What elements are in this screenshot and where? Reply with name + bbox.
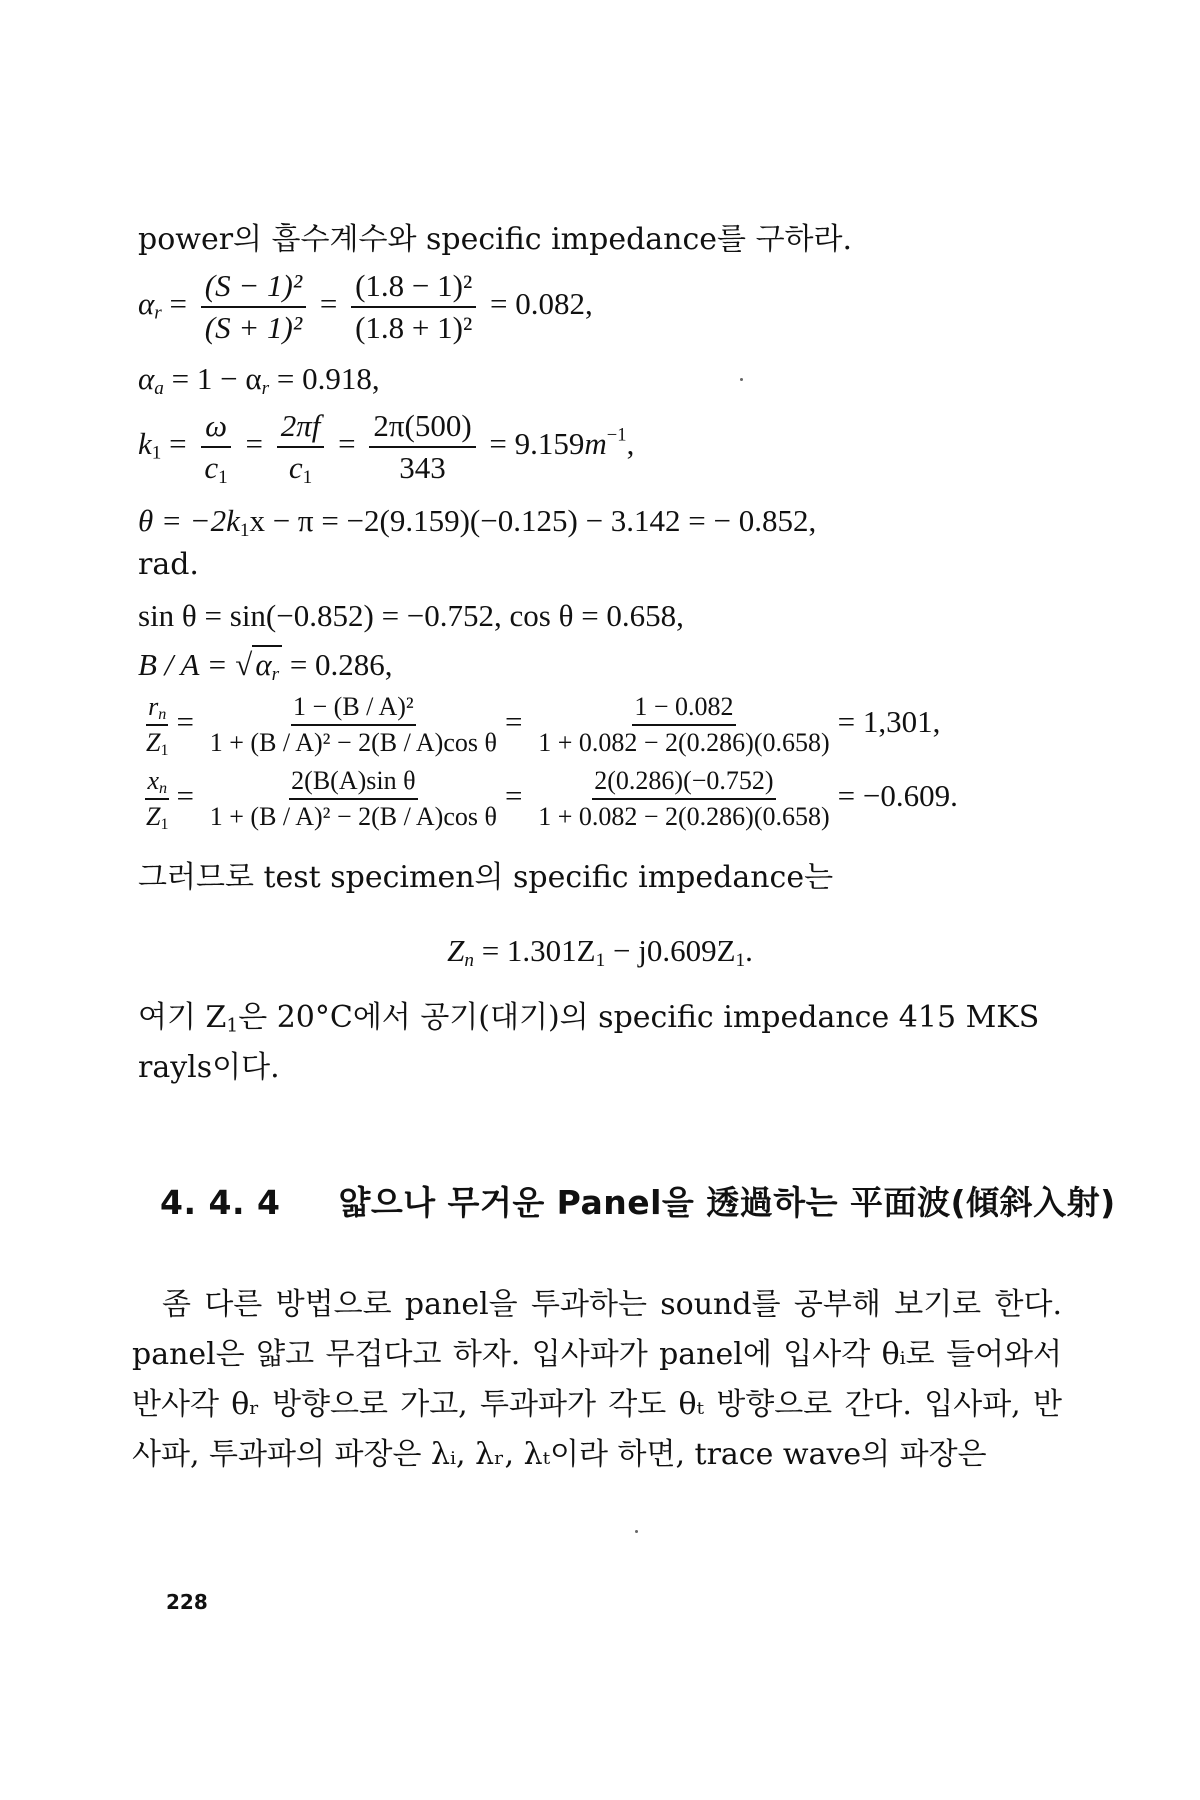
eq7-lhs-num: r <box>148 692 159 721</box>
eq3-unit-sup: −1 <box>606 424 627 446</box>
eq9-sub3: 1 <box>735 949 746 971</box>
note-line-1-b: 은 20°C에서 공기(대기)의 specific impedance 415 MKS <box>238 1000 1040 1035</box>
eq6-radicand <box>252 645 282 685</box>
speck-dot <box>635 1530 638 1533</box>
eq4-lhs-sub: 1 <box>239 519 250 541</box>
eq1-fraction-1 <box>201 268 306 345</box>
eq8-fraction-1 <box>208 766 499 832</box>
eq8-lhs-num-sub: n <box>159 780 168 798</box>
section-number: 4. 4. 4 <box>160 1183 281 1222</box>
eq8-f1-num: 2(B(A)sin θ <box>289 766 417 800</box>
eq6-sqrt: α <box>255 647 272 682</box>
eq6-result: = 0.286, <box>282 647 393 682</box>
equation-b-over-a <box>138 646 393 683</box>
body-paragraph: 좀 다른 방법으로 panel을 투과하는 sound를 공부해 보기로 한다. panel은 얇고 무겁다고 하자. 입사파가 panel에 입사각 θᵢ로 들어와서 반사각 θᵣ 방향으로 가고, 투과파가 각도 θₜ 방향으로 간다. 입사파, 반사파, 투과파의 파장은 λᵢ, λᵣ, λₜ이라 하면, trace wave의 파장은 <box>132 1287 1062 1472</box>
rad-text: rad. <box>138 547 199 582</box>
eq3-f1-den: c <box>204 449 219 485</box>
equation-theta <box>138 502 816 539</box>
eq3-fraction-3 <box>369 408 475 485</box>
eq4-rhs: x − π = −2(9.159)(−0.125) − 3.142 = − 0.852, <box>249 503 817 538</box>
eq3-f3-num: 2π(500) <box>369 408 475 448</box>
eq7-result: = 1,301, <box>837 704 941 739</box>
eq3-f1-den-sub: 1 <box>218 466 228 488</box>
eq8-lhs-den: Z <box>146 801 161 831</box>
eq1-result: = 0.082, <box>490 285 593 321</box>
eq3-f2-den-sub: 1 <box>302 466 313 488</box>
page-number: 228 <box>166 1590 208 1614</box>
eq1-f1-num: (S − 1)² <box>201 268 306 308</box>
eq3-result: = 9.159 <box>489 425 585 461</box>
eq2-result: = 0.918, <box>276 361 380 396</box>
eq1-f1-den: (S + 1)² <box>204 309 303 345</box>
eq3-lhs: k <box>138 425 152 461</box>
section-title: 얇으나 무거운 Panel을 透過하는 平面波(傾斜入射) <box>338 1183 1116 1222</box>
eq2-lhs: α <box>138 361 155 396</box>
equation-alpha-a <box>138 360 380 397</box>
eq1-fraction-2 <box>351 268 476 345</box>
eq8-f1-den: 1 + (B / A)² − 2(B / A)cos θ <box>209 801 497 831</box>
note-line-1 <box>138 1000 1039 1036</box>
eq8-lhs-num: x <box>147 766 159 795</box>
eq8-fraction-2 <box>536 766 831 832</box>
eq3-f1-num: ω <box>201 408 231 448</box>
eq2-lhs-sub: a <box>154 377 164 399</box>
section-heading <box>160 1183 1116 1223</box>
eq7-f2-den: 1 + 0.082 − 2(0.286)(0.658) <box>538 727 830 757</box>
eq7-lhs-fraction <box>144 692 171 758</box>
eq1-lhs: α <box>138 285 155 321</box>
eq7-lhs-den-sub: 1 <box>160 741 169 759</box>
eq8-f2-num: 2(0.286)(−0.752) <box>592 766 775 800</box>
note-line-2: rayls이다. <box>138 1050 280 1085</box>
eq8-lhs-den-sub: 1 <box>160 815 169 833</box>
eq3-f2-num: 2πf <box>277 408 325 448</box>
eq6-lhs: B / A = <box>138 647 236 682</box>
note-line-1-sub: 1 <box>226 1015 239 1037</box>
eq3-unit: m <box>584 425 607 461</box>
sqrt-icon: √ <box>235 647 253 682</box>
eq2-rhs: = 1 − α <box>171 361 262 396</box>
eq3-f3-den: 343 <box>399 449 446 485</box>
eq1-f2-den: (1.8 + 1)² <box>355 309 473 345</box>
equation-xn-over-z1: $\frac{x_n}{Z_1}$ = $\frac{\text{2(B(A)sin θ}}{\text{1 + (B / A)² − 2(B / A)cos θ}}$ = $\frac{2(0.286)(-0.752)}{1 + 0.082 - 2(0.286)(0.658)}$ = −0.609. <box>146 766 958 833</box>
eq9-rest2: − j0.609Z <box>605 933 736 968</box>
eq1-lhs-sub: r <box>154 302 162 324</box>
eq3-fraction-2 <box>277 408 325 488</box>
eq2-rhs-sub: r <box>261 377 270 399</box>
intro-text: power의 흡수계수와 specific impedance를 구하라. <box>138 222 853 257</box>
eq6-sqrt-sub: r <box>271 663 280 685</box>
equation-rn-over-z1: $\frac{r_n}{Z_1}$ = $\frac{\text{1 − (B / A)²}}{\text{1 + (B / A)² − 2(B / A)cos θ}}$ = $\frac{1 - 0.082}{1 + 0.082 - 2(0.286)(0.658)}$ = 1,301, <box>146 692 941 759</box>
eq9-z: Z <box>447 933 465 968</box>
eq3-lhs-sub: 1 <box>151 442 162 464</box>
eq8-result: = −0.609. <box>837 778 958 813</box>
eq9-end: . <box>745 933 753 968</box>
eq7-lhs-den: Z <box>146 727 161 757</box>
eq3-fraction-1 <box>200 408 231 488</box>
eq1-f2-num: (1.8 − 1)² <box>351 268 476 308</box>
eq7-lhs-num-sub: n <box>158 706 167 724</box>
eq9-sub2: 1 <box>595 949 606 971</box>
eq7-f1-num: 1 − (B / A)² <box>291 692 416 726</box>
eq4-lhs: θ = −2k <box>138 503 240 538</box>
eq8-f2-den: 1 + 0.082 − 2(0.286)(0.658) <box>538 801 830 831</box>
eq7-fraction-1 <box>208 692 499 758</box>
eq9-rest: = 1.301Z <box>473 933 596 968</box>
eq7-f1-den: 1 + (B / A)² − 2(B / A)cos θ <box>209 727 497 757</box>
equation-k1: $k_1$ = $\frac{\omega}{c_1}$ = $\frac{2\pi f}{c_1}$ = $\frac{2\pi(500)}{343}$ = $9.159m^{-1}$, <box>138 408 635 488</box>
speck-dot-2 <box>740 378 743 381</box>
eq9-z-sub: n <box>464 949 474 971</box>
equation-alpha-r: $\alpha_r$ = $\frac{\text{(S − 1)²}}{\text{(S + 1)²}}$ = $\frac{\text{(1.8 − 1)²}}{\text{(1.8 + 1)²}}$ = 0.082, <box>138 268 593 345</box>
eq7-fraction-2 <box>536 692 831 758</box>
eq3-f2-den: c <box>288 449 303 485</box>
eq3-tail: , <box>626 425 635 461</box>
equation-sin-cos: sin θ = sin(−0.852) = −0.752, cos θ = 0.658, <box>138 598 684 633</box>
eq8-lhs-fraction <box>144 766 171 832</box>
equation-zn <box>0 932 1200 969</box>
eq7-f2-num: 1 − 0.082 <box>632 692 735 726</box>
note-line-1-a: 여기 Z <box>138 1000 227 1035</box>
conclusion-text: 그러므로 test specimen의 specific impedance는 <box>138 860 834 895</box>
